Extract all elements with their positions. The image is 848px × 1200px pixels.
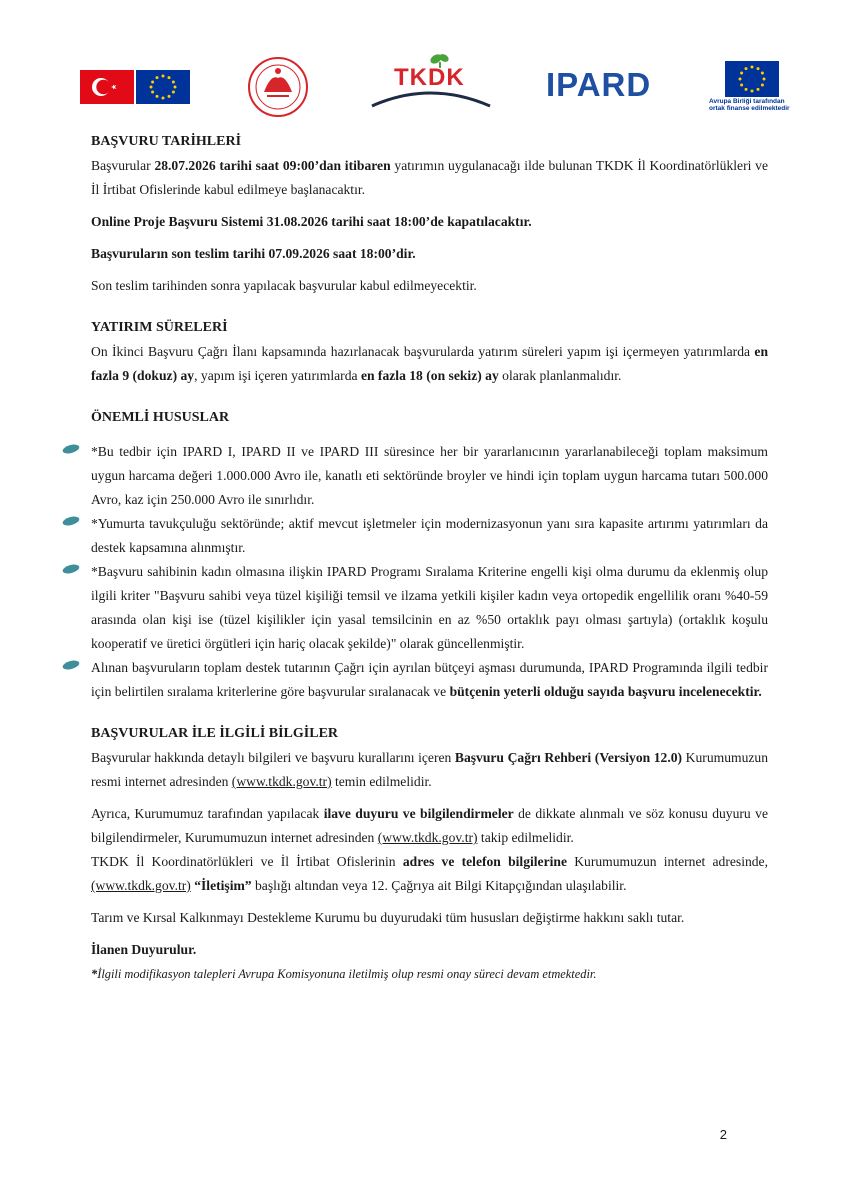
deadline-text: Başvuruların son teslim tarihi 07.09.2026 saat 18:00’dir.	[91, 246, 416, 261]
ministry-seal-logo	[247, 56, 309, 118]
paragraph-investment-periods	[91, 340, 768, 388]
text: başlığı altından veya 12. Çağrıya ait Bilgi Kitapçığından ulaşılabilir.	[251, 878, 627, 893]
bullet-leaf-icon	[62, 564, 80, 574]
eu-caption-line1: Avrupa Birliği tarafından	[709, 98, 785, 105]
bullet-text: *Yumurta tavukçuluğu sektöründe; aktif mevcut işletmeler için modernizasyonun yanı sıra kapasite artırımı yatırımları da destek kapsamına alınmıştır.	[91, 516, 768, 555]
text: takip edilmelidir.	[477, 830, 574, 845]
paragraph-late-submissions: Son teslim tarihinden sonra yapılacak başvurular kabul edilmeyecektir.	[91, 278, 477, 293]
text: yatırımın uygulanacağı ilde bulunan TKDK İl Koordinatörlükleri ve İl İrtibat Ofislerinde kabul edilmeye başlanacaktır.	[91, 158, 768, 197]
tkdk-website-link[interactable]: (www.tkdk.gov.tr)	[231, 774, 332, 789]
section-heading-investment-periods: YATIRIM SÜRELERİ	[91, 320, 228, 335]
text: On İkinci Başvuru Çağrı İlanı kapsamında hazırlanacak başvurularda yatırım süreleri yapım işi içermeyen yatırımlarda	[91, 344, 755, 359]
online-close-text: Online Proje Başvuru Sistemi 31.08.2026 tarihi saat 18:00’de kapatılacaktır.	[91, 214, 532, 229]
start-date: 28.07.2026 tarihi saat 09:00’dan itibaren	[154, 158, 391, 173]
footnote-star: *	[91, 967, 98, 981]
bullet-text: *Başvuru sahibinin kadın olmasına ilişkin IPARD Programı Sıralama Kriterine engelli kişi olma durumu da eklenmiş olup ilgili kriter "Başvuru sahibi veya tüzel kişiliği temsil ve ilzama yetkili kişiler kadın veya ortopedik engellilik oranı %40-59 arasında olan kişi ise (tüzel kişilikler için yasal temsilcinin en az %50 ortaklık payı olması şartıyla) (ortaklık koşulu kooperatif ve üretici örgütleri için hariç olacak şekilde)" olarak güncellenmiştir.	[91, 564, 768, 651]
max-9-months: en fazla 9 (dokuz) ay	[91, 344, 768, 383]
tkdk-wordmark: TKDK	[394, 64, 465, 91]
paragraph-call-guide	[91, 746, 768, 794]
turkey-eu-flags-logo	[80, 70, 190, 104]
paragraph-contact-info	[91, 850, 768, 898]
bullet-bold-text: bütçenin yeterli olduğu sayıda başvuru incelenecektir.	[449, 684, 762, 699]
list-item	[62, 512, 768, 560]
closing-text: İlanen Duyurulur.	[91, 942, 197, 957]
paragraph-deadline	[91, 242, 768, 266]
text: de dikkate alınmalı ve söz konusu duyuru ve bilgilendirmeler, Kurumumuzun internet adresinden	[91, 806, 768, 845]
logo-bar	[0, 52, 848, 116]
text: temin edilmelidir.	[331, 774, 432, 789]
ipard-wordmark: IPARD	[546, 66, 652, 103]
bullet-leaf-icon	[62, 444, 80, 454]
page-number: 2	[719, 1127, 727, 1142]
paragraph-rights-reserved: Tarım ve Kırsal Kalkınmayı Destekleme Kurumu bu duyurudaki tüm hususları değiştirme hakkını saklı tutar.	[91, 910, 685, 925]
contact-bold: adres ve telefon bilgilerine	[402, 854, 567, 869]
text: Başvurular hakkında detaylı bilgileri ve başvuru kurallarını içeren	[91, 750, 455, 765]
text: olarak planlanmalıdır.	[498, 368, 622, 383]
text: TKDK İl Koordinatörlükleri ve İl İrtibat Ofislerinin	[91, 854, 403, 869]
section-heading-application-dates: BAŞVURU TARİHLERİ	[91, 134, 242, 149]
text: Kurumumuzun internet adresinde,	[567, 854, 768, 869]
document-body	[91, 130, 768, 986]
max-18-months: en fazla 18 (on sekiz) ay	[360, 368, 499, 383]
list-item	[62, 440, 768, 512]
tkdk-website-link[interactable]: (www.tkdk.gov.tr)	[377, 830, 478, 845]
list-item	[62, 560, 768, 656]
eu-flag-logo	[725, 61, 779, 97]
eu-cofinance-caption	[709, 98, 809, 112]
text: Başvurular	[91, 158, 155, 173]
bullet-leaf-icon	[62, 660, 80, 670]
bullet-text: Alınan başvuruların toplam destek tutarının Çağrı için ayrılan bütçeyi aşması durumunda, IPARD Programında ilgili tedbir için belirtilen sıralama kriterlerine göre başvurular sıralanacak ve	[91, 660, 768, 699]
footnote	[91, 962, 768, 986]
contact-section-name: “İletişim”	[194, 878, 252, 893]
tkdk-website-link[interactable]: (www.tkdk.gov.tr)	[91, 878, 191, 893]
paragraph-announcements	[91, 802, 768, 850]
bullet-leaf-icon	[62, 516, 80, 526]
list-item	[62, 656, 768, 704]
footnote-text: İlgili modifikasyon talepleri Avrupa Komisyonuna iletilmiş olup resmi onay süreci devam etmektedir.	[97, 967, 597, 981]
paragraph-online-close	[91, 210, 768, 234]
section-heading-application-info: BAŞVURULAR İLE İLGİLİ BİLGİLER	[91, 726, 339, 741]
eu-caption-line2: ortak finanse edilmektedir	[709, 105, 790, 112]
section-heading-important-points: ÖNEMLİ HUSUSLAR	[91, 410, 230, 425]
bullet-text: *Bu tedbir için IPARD I, IPARD II ve IPARD III süresince her bir yararlanıcının yararlanabileceği toplam maksimum uygun harcama değeri 1.000.000 Avro ile, kanatlı eti sektöründe broyler ve hindi için toplam uygun harcama tutarı 500.000 Avro, kaz için 250.000 Avro ile sınırlıdır.	[91, 444, 768, 507]
call-guide-title: Başvuru Çağrı Rehberi (Versiyon 12.0)	[454, 750, 683, 765]
text: Kurumumuzun resmi internet adresinden	[91, 750, 768, 789]
announcements-bold: ilave duyuru ve bilgilendirmeler	[323, 806, 514, 821]
text: , yapım işi içeren yatırımlarda	[194, 368, 361, 383]
paragraph-application-start	[91, 154, 768, 202]
paragraph-announcement-closing	[91, 938, 768, 962]
text: Ayrıca, Kurumumuz tarafından yapılacak	[91, 806, 324, 821]
